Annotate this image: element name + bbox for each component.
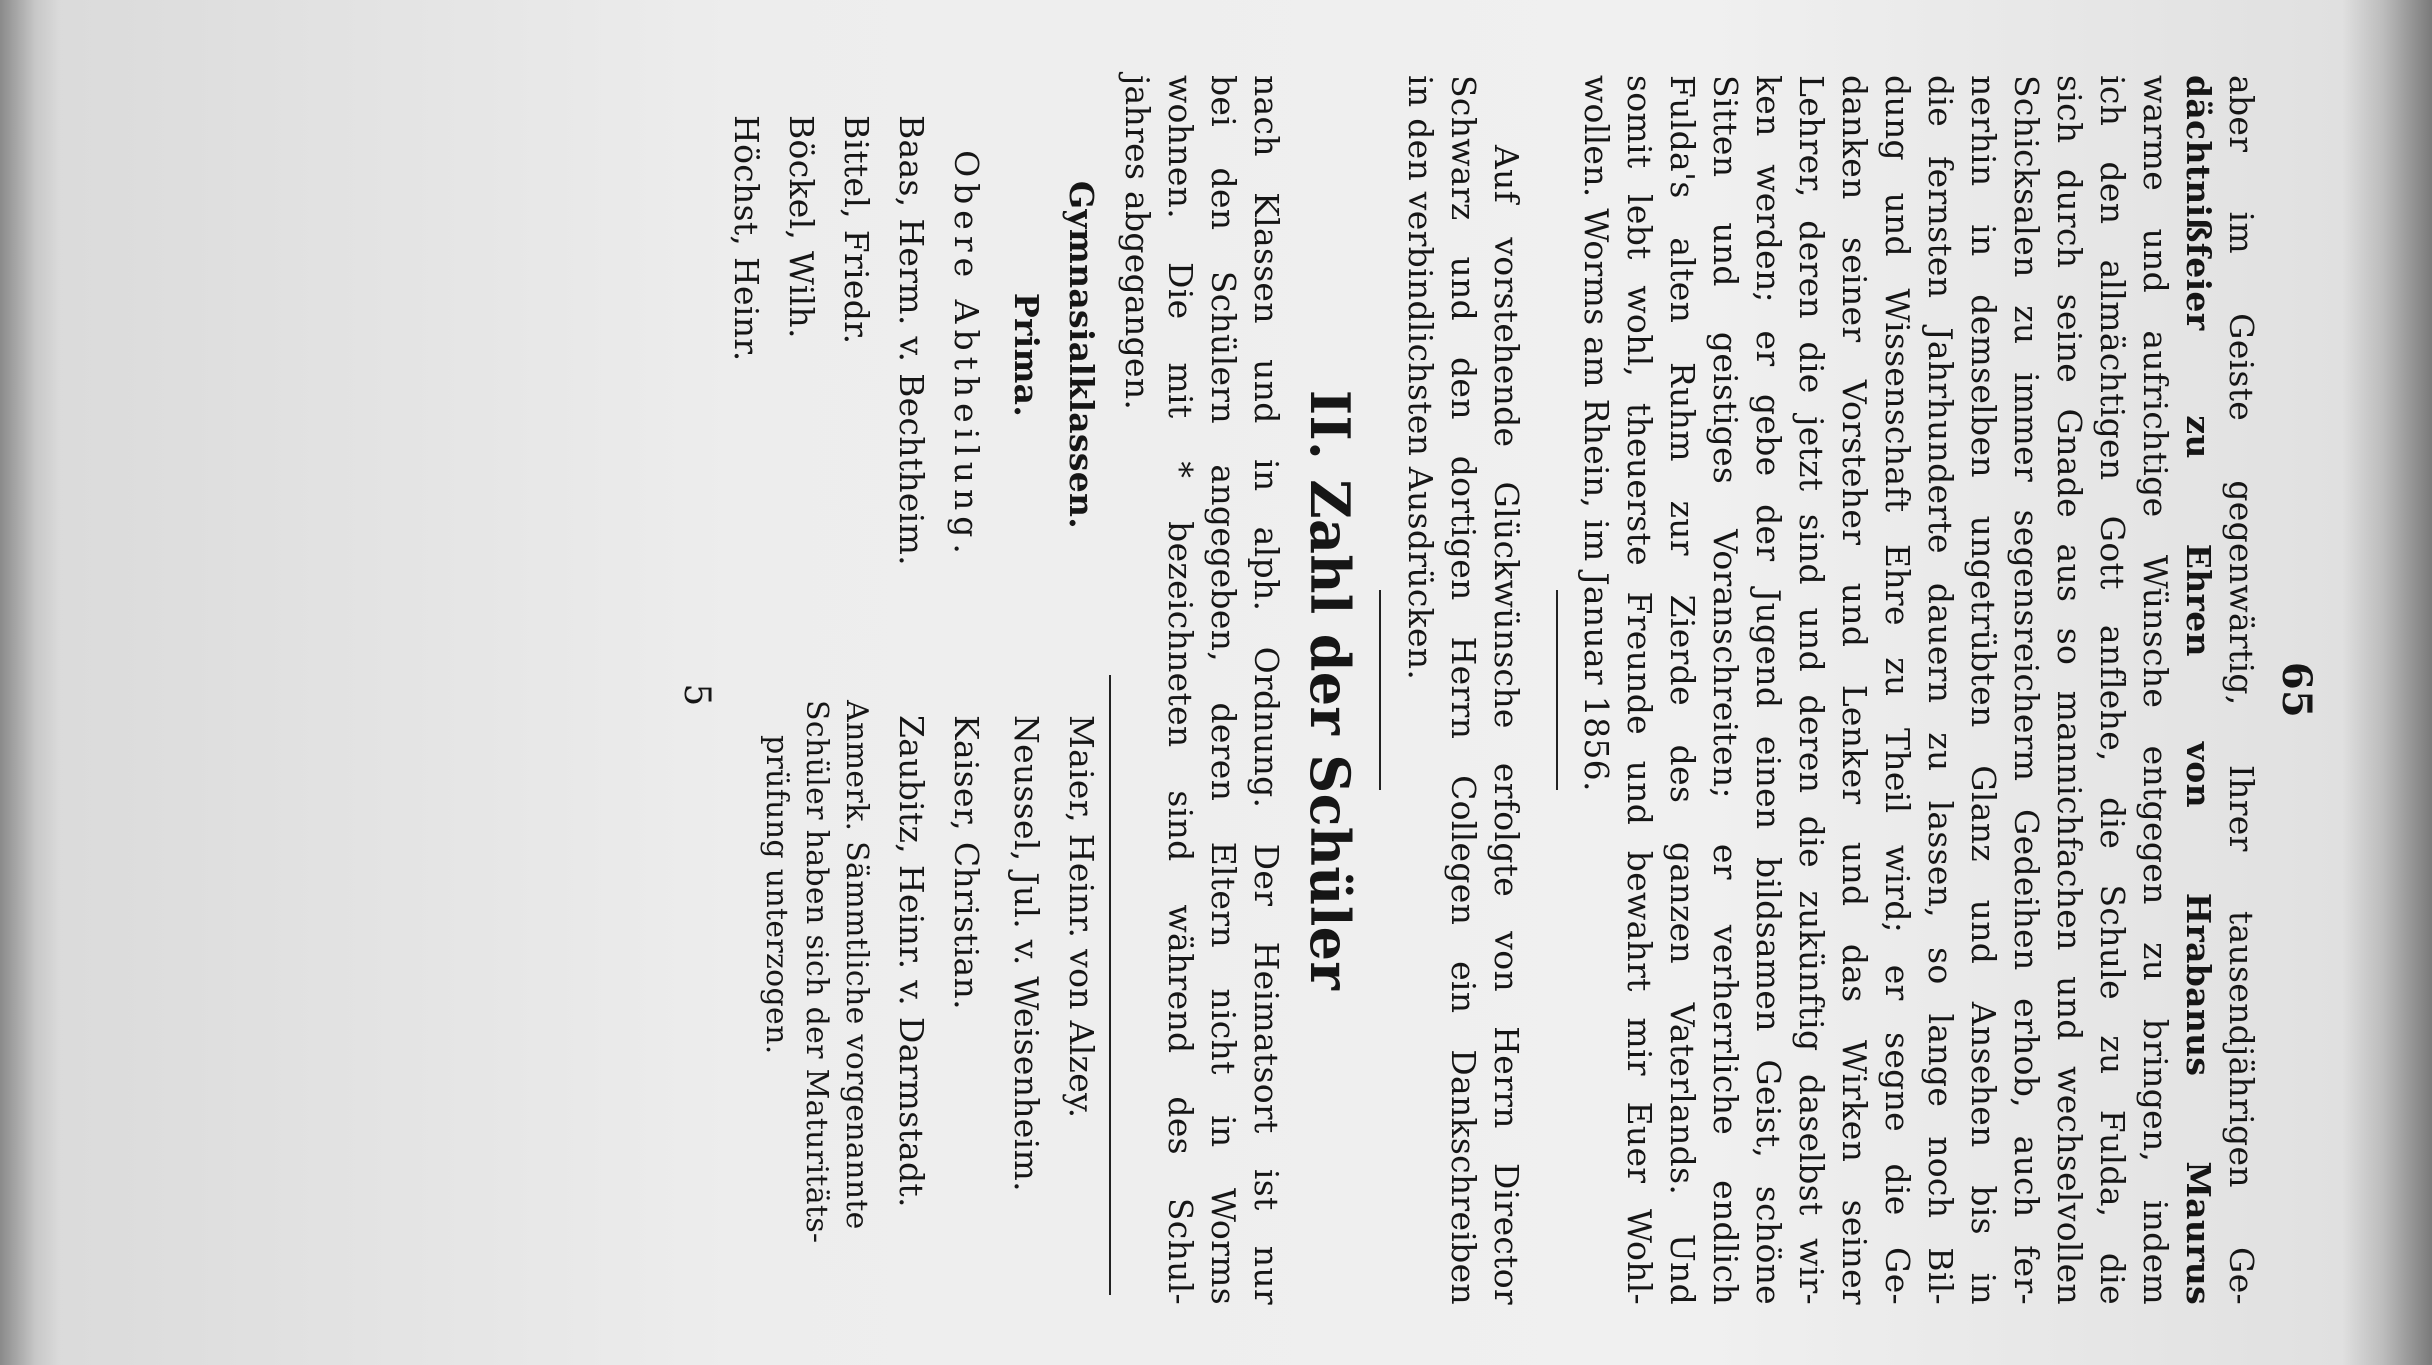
separator-rule (1379, 590, 1381, 790)
text-line: wohnen. Die mit * bezeichneten sind während des Schul- (1161, 75, 1200, 1305)
footnote-line: Anmerk. Sämmtliche vorgenannte (839, 700, 874, 1230)
text-line: Auf vorstehende Glückwünsche erfolgte von Herrn Director (1487, 145, 1526, 1305)
section-heading: II. Zahl der Schüler (1298, 389, 1362, 991)
student-entry: Maier, Heinr. von Alzey. (1062, 715, 1101, 1119)
student-entry: Baas, Herm. v. Bechtheim. (892, 115, 931, 566)
page-number: 65 (2273, 661, 2320, 719)
text-line: sich durch seine Gnade aus so mannichfachen und wechselvollen (2050, 75, 2089, 1305)
text-line-spaced: dächtnißfeier zu Ehren von Hrabanus Maurus (2179, 75, 2218, 1305)
student-entry: Höchst, Heinr. (727, 115, 766, 362)
text-line: Lehrer, deren die jetzt sind und deren die zukünftig daselbst wir- (1792, 75, 1831, 1305)
student-entry: Kaiser, Christian. (947, 715, 986, 1010)
footnote-line: Schüler haben sich der Maturitäts- (799, 700, 834, 1244)
division-label: Obere Abtheilung. (947, 150, 986, 560)
text-line: danken seiner Vorsteher und Lenker und das Wirken seiner (1835, 75, 1874, 1305)
text-line: Schicksalen zu immer segensreicherm Gedeihen erhob, auch fer- (2007, 75, 2046, 1305)
text-line: aber im Geiste gegenwärtig, Ihrer tausendjährigen Ge- (2222, 75, 2261, 1305)
text-line: ken werden; er gebe der Jugend einen bildsamen Geist, schöne (1749, 75, 1788, 1305)
text-line: somit lebt wohl, theuerste Freunde und bewahrt mir Euer Wohl- (1620, 75, 1659, 1305)
rotated-book-page (116, 75, 2320, 1305)
book-edge-shadow-left (0, 0, 60, 1365)
student-entry: Bittel, Friedr. (837, 115, 876, 345)
student-entry: Zaubitz, Heinr. v. Darmstadt. (892, 715, 931, 1208)
text-line-last: jahres abgegangen. (1118, 75, 1157, 411)
text-line: nerhin in demselben ungetrübten Glanz und Ansehen bis in (1964, 75, 2003, 1305)
student-entry: Neussel, Jul. v. Weisenheim. (1007, 715, 1046, 1192)
text-line: Schwarz und den dortigen Herrn Collegen ein Dankschreiben (1444, 75, 1483, 1305)
text-line: Fulda's alten Ruhm zur Zierde des ganzen Vaterlands. Und (1663, 75, 1702, 1305)
student-entry: Böckel, Wilh. (782, 115, 821, 339)
text-line: warme und aufrichtige Wünsche entgegen zu bringen, indem (2136, 75, 2175, 1305)
class-name: Prima. (1007, 292, 1046, 418)
text-line: die fernsten Jahrhunderte dauern zu lassen, so lange noch Bil- (1921, 75, 1960, 1305)
text-line: nach Klassen und in alph. Ordnung. Der Heimatsort ist nur (1247, 75, 1286, 1305)
footnote-line: prüfung unterzogen. (759, 735, 794, 1055)
book-edge-shadow-right (2342, 0, 2432, 1365)
text-line-last: wollen. Worms am Rhein, im Januar 1856. (1577, 75, 1616, 792)
text-line-last: in den verbindlichsten Ausdrücken. (1401, 75, 1440, 681)
text-line: bei den Schülern angegeben, deren Eltern nicht in Worms (1204, 75, 1243, 1305)
column-top-rule (1109, 675, 1111, 1295)
text-line: Sitten und geistiges Voranschreiten; er verherrliche endlich (1706, 75, 1745, 1305)
separator-rule (1556, 590, 1558, 790)
class-list-title: Gymnasialklassen. (1062, 180, 1101, 530)
text-line: ich den allmächtigen Gott anflehe, die Schule zu Fulda, die (2093, 75, 2132, 1305)
text-line: dung und Wissenschaft Ehre zu Theil wird; er segne die Ge- (1878, 75, 1917, 1305)
signature-mark: 5 (676, 683, 717, 707)
